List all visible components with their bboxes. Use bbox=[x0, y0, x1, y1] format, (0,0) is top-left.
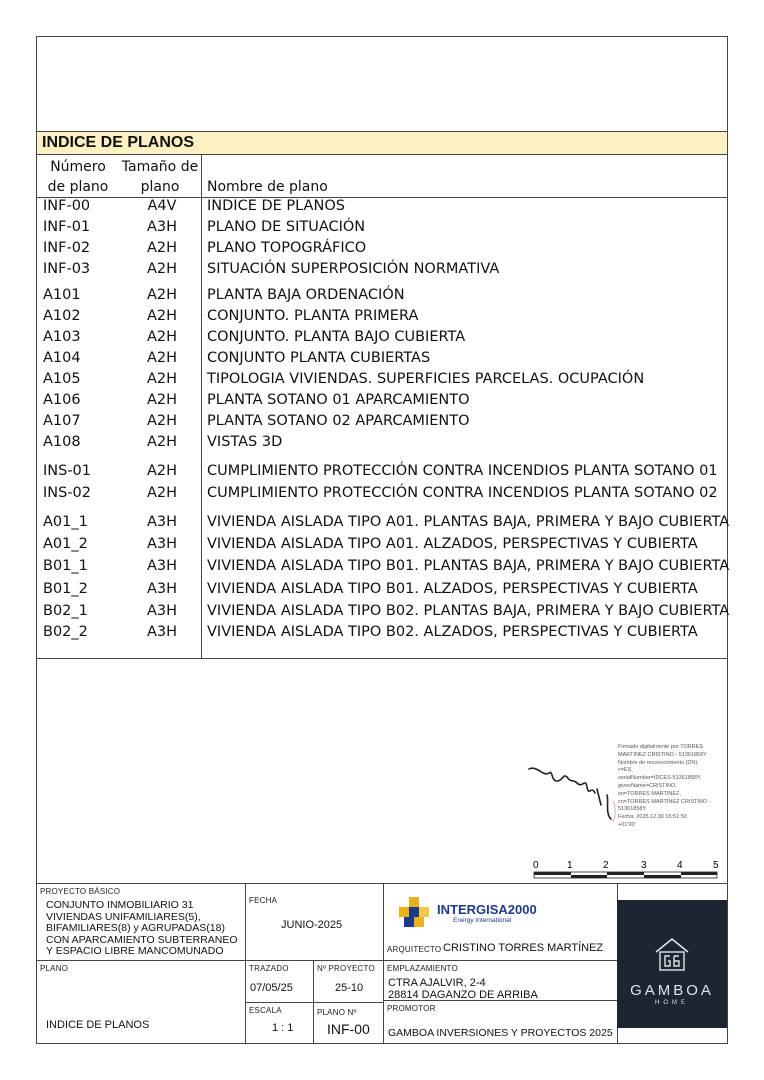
plan-number: A102 bbox=[43, 308, 81, 324]
project-number-label: Nº PROYECTO bbox=[317, 964, 375, 973]
intergisa-cube-icon bbox=[397, 896, 433, 930]
table-row bbox=[37, 238, 727, 259]
plan-size: A2H bbox=[146, 329, 178, 345]
header-number-line1: Número bbox=[50, 159, 106, 175]
plan-index-table bbox=[37, 131, 730, 659]
table-row bbox=[37, 306, 727, 327]
plan-number: B01_1 bbox=[43, 558, 88, 574]
plan-size: A2H bbox=[146, 434, 178, 450]
plan-number: A01_1 bbox=[43, 514, 88, 530]
plan-value: INDICE DE PLANOS bbox=[46, 1019, 150, 1031]
plan-name: INDICE DE PLANOS bbox=[207, 198, 345, 214]
plan-number: A01_2 bbox=[43, 536, 88, 552]
project-line: Y ESPACIO LIBRE MANCOMUNADO bbox=[46, 945, 224, 957]
table-row bbox=[37, 327, 727, 348]
plan-name: VIVIENDA AISLADA TIPO B02. ALZADOS, PERSPECTIVAS Y CUBIERTA bbox=[207, 624, 698, 640]
index-header bbox=[37, 155, 727, 198]
signature-line: +01'00' bbox=[618, 821, 636, 828]
header-size-line1: Tamaño de bbox=[121, 159, 199, 175]
plan-number: INS-01 bbox=[43, 463, 92, 479]
plan-number: A107 bbox=[43, 413, 81, 429]
scale-tick-label: 5 bbox=[713, 860, 719, 871]
plan-size: A2H bbox=[146, 308, 178, 324]
digital-signature-note bbox=[618, 744, 723, 830]
gamboa-wordmark: GAMBOA bbox=[630, 982, 714, 999]
plan-number: INS-02 bbox=[43, 485, 92, 501]
scale-tick-label: 4 bbox=[677, 860, 683, 871]
intergisa-subtitle: Energy International bbox=[453, 917, 512, 924]
plan-name: PLANTA SOTANO 02 APARCAMIENTO bbox=[207, 413, 470, 429]
plan-size: A2H bbox=[146, 240, 178, 256]
plan-size: A2H bbox=[146, 371, 178, 387]
table-row bbox=[37, 369, 727, 390]
scale-tick-label: 3 bbox=[641, 860, 647, 871]
project-line: BIFAMILIARES(8) y AGRUPADAS(18) bbox=[46, 922, 225, 934]
date-value: JUNIO-2025 bbox=[281, 919, 343, 931]
project-label: PROYECTO BÁSICO bbox=[40, 887, 121, 896]
table-row bbox=[37, 348, 727, 369]
plan-number: B02_2 bbox=[43, 624, 88, 640]
plan-name: SITUACIÓN SUPERPOSICIÓN NORMATIVA bbox=[207, 261, 500, 277]
scale-tick-label: 0 bbox=[533, 860, 539, 871]
scale-tick-label: 2 bbox=[603, 860, 609, 871]
table-row bbox=[37, 432, 727, 453]
plan-size: A3H bbox=[146, 219, 178, 235]
plan-number-label: PLANO Nº bbox=[317, 1008, 357, 1017]
table-row bbox=[37, 285, 727, 306]
project-number-value: 25-10 bbox=[335, 982, 364, 994]
traced-label: TRAZADO bbox=[249, 964, 289, 973]
plan-size: A2H bbox=[146, 287, 178, 303]
plan-size: A3H bbox=[146, 603, 178, 619]
plan-number: A104 bbox=[43, 350, 81, 366]
gamboa-logo bbox=[617, 900, 727, 1028]
architect-label: ARQUITECTO bbox=[387, 945, 442, 954]
plan-name: VIVIENDA AISLADA TIPO B01. ALZADOS, PERSPECTIVAS Y CUBIERTA bbox=[207, 581, 698, 597]
promoter-value: GAMBOA INVERSIONES Y PROYECTOS 2025 bbox=[388, 1027, 613, 1039]
plan-name: PLANTA BAJA ORDENACIÓN bbox=[207, 287, 405, 303]
plan-number: A108 bbox=[43, 434, 81, 450]
plan-number: B01_2 bbox=[43, 581, 88, 597]
plan-size: A2H bbox=[146, 392, 178, 408]
location-line: 28814 DAGANZO DE ARRIBA bbox=[388, 989, 538, 1001]
table-row bbox=[37, 196, 727, 217]
plan-name: VIVIENDA AISLADA TIPO A01. PLANTAS BAJA, PRIMERA Y BAJO CUBIERTA bbox=[207, 514, 730, 530]
plan-name: CUMPLIMIENTO PROTECCIÓN CONTRA INCENDIOS PLANTA SOTANO 01 bbox=[207, 463, 718, 479]
scale-tick-label: 1 bbox=[567, 860, 573, 871]
promoter-label: PROMOTOR bbox=[387, 1004, 436, 1013]
plan-name: VISTAS 3D bbox=[207, 434, 283, 450]
header-size-line2: plano bbox=[140, 179, 180, 195]
plan-size: A2H bbox=[146, 261, 178, 277]
index-title: INDICE DE PLANOS bbox=[37, 132, 727, 155]
scale-value: 1 : 1 bbox=[272, 1022, 294, 1034]
plan-size: A2H bbox=[146, 350, 178, 366]
plan-name: PLANO TOPOGRÁFICO bbox=[207, 240, 367, 256]
table-row bbox=[37, 556, 730, 577]
signature-line: Firmado digitalmente por TORRES bbox=[618, 744, 704, 750]
traced-value: 07/05/25 bbox=[250, 982, 293, 994]
plan-number: INF-02 bbox=[43, 240, 91, 256]
intergisa-logo bbox=[397, 896, 537, 935]
plan-number: A105 bbox=[43, 371, 81, 387]
plan-name: VIVIENDA AISLADA TIPO B01. PLANTAS BAJA, PRIMERA Y BAJO CUBIERTA bbox=[207, 558, 730, 574]
header-name: Nombre de plano bbox=[207, 179, 328, 195]
plan-number: A106 bbox=[43, 392, 81, 408]
plan-size: A3H bbox=[146, 514, 178, 530]
location-line: CTRA AJALVIR, 2-4 bbox=[388, 977, 486, 989]
plan-name: PLANO DE SITUACIÓN bbox=[207, 219, 366, 235]
plan-name: CONJUNTO PLANTA CUBIERTAS bbox=[207, 350, 431, 366]
plan-name: VIVIENDA AISLADA TIPO A01. ALZADOS, PERSPECTIVAS Y CUBIERTA bbox=[207, 536, 698, 552]
table-row bbox=[37, 601, 730, 622]
plan-name: CONJUNTO. PLANTA BAJO CUBIERTA bbox=[207, 329, 466, 345]
plan-size: A2H bbox=[146, 463, 178, 479]
plan-number: A101 bbox=[43, 287, 81, 303]
plan-number: INF-03 bbox=[43, 261, 91, 277]
header-number bbox=[41, 157, 115, 197]
plan-size: A3H bbox=[146, 558, 178, 574]
signature-line: 51361858Y bbox=[618, 806, 647, 813]
table-row bbox=[37, 483, 727, 504]
table-row bbox=[37, 217, 727, 238]
header-number-line2: de plano bbox=[47, 179, 109, 195]
table-row bbox=[37, 390, 727, 411]
gamboa-house-icon bbox=[652, 934, 692, 974]
signature-line: MARTINEZ CRISTINO - 51361858Y bbox=[618, 751, 707, 758]
signature-line: cn=TORRES MARTINEZ CRISTINO - bbox=[618, 798, 711, 805]
table-row bbox=[37, 411, 727, 432]
signature-line: Nombre de reconocimiento (DN): bbox=[618, 759, 699, 766]
signature-line: c=ES, bbox=[618, 767, 633, 774]
location-label: EMPLAZAMIENTO bbox=[387, 964, 458, 973]
plan-number: A103 bbox=[43, 329, 81, 345]
table-row bbox=[37, 622, 727, 643]
plan-name: CUMPLIMIENTO PROTECCIÓN CONTRA INCENDIOS PLANTA SOTANO 02 bbox=[207, 485, 718, 501]
table-row bbox=[37, 461, 727, 482]
plan-name: PLANTA SOTANO 01 APARCAMIENTO bbox=[207, 392, 470, 408]
signature-line: givenName=CRISTINO, bbox=[618, 782, 677, 789]
table-row bbox=[37, 259, 727, 280]
plan-size: A2H bbox=[146, 413, 178, 429]
signature-line: Fecha: 2025.12.30 15:51:50 bbox=[618, 814, 687, 821]
header-size bbox=[119, 157, 201, 197]
title-block bbox=[37, 883, 727, 1044]
plan-size: A3H bbox=[146, 536, 178, 552]
intergisa-name: INTERGISA2000 bbox=[437, 902, 537, 917]
project-line: CON APARCAMIENTO SUBTERRANEO bbox=[46, 933, 238, 946]
project-line: VIVIENDAS UNIFAMILIARES(5), bbox=[46, 910, 201, 923]
plan-number-value: INF-00 bbox=[327, 1021, 370, 1037]
drawing-sheet bbox=[36, 36, 728, 1044]
plan-number: B02_1 bbox=[43, 603, 88, 619]
project-line: CONJUNTO INMOBILIARIO 31 bbox=[46, 899, 194, 911]
table-row bbox=[37, 534, 727, 555]
date-label: FECHA bbox=[249, 896, 278, 905]
table-row bbox=[37, 512, 730, 533]
plan-name: VIVIENDA AISLADA TIPO B02. PLANTAS BAJA, PRIMERA Y BAJO CUBIERTA bbox=[207, 603, 730, 619]
plan-size: A3H bbox=[146, 581, 178, 597]
gamboa-subtitle: HOME bbox=[655, 1000, 689, 1006]
signature-line: serialNumber=IDCES-51361858Y, bbox=[618, 775, 702, 782]
table-row bbox=[37, 579, 727, 600]
plan-name: CONJUNTO. PLANTA PRIMERA bbox=[207, 308, 419, 324]
plan-size: A3H bbox=[146, 624, 178, 640]
plan-number: INF-00 bbox=[43, 198, 91, 214]
plan-number: INF-01 bbox=[43, 219, 91, 235]
plan-name: TIPOLOGIA VIVIENDAS. SUPERFICIES PARCELAS. OCUPACIÓN bbox=[207, 371, 645, 387]
architect-value: CRISTINO TORRES MARTÍNEZ bbox=[443, 942, 604, 954]
plan-size: A4V bbox=[147, 198, 177, 214]
location-value bbox=[388, 977, 538, 1001]
plan-size: A2H bbox=[146, 485, 178, 501]
scale-label: ESCALA bbox=[249, 1006, 282, 1015]
signature-line: sn=TORRES MARTINEZ, bbox=[618, 790, 681, 797]
project-description bbox=[46, 900, 238, 958]
scale-bar bbox=[533, 859, 719, 885]
plan-label: PLANO bbox=[40, 964, 69, 973]
